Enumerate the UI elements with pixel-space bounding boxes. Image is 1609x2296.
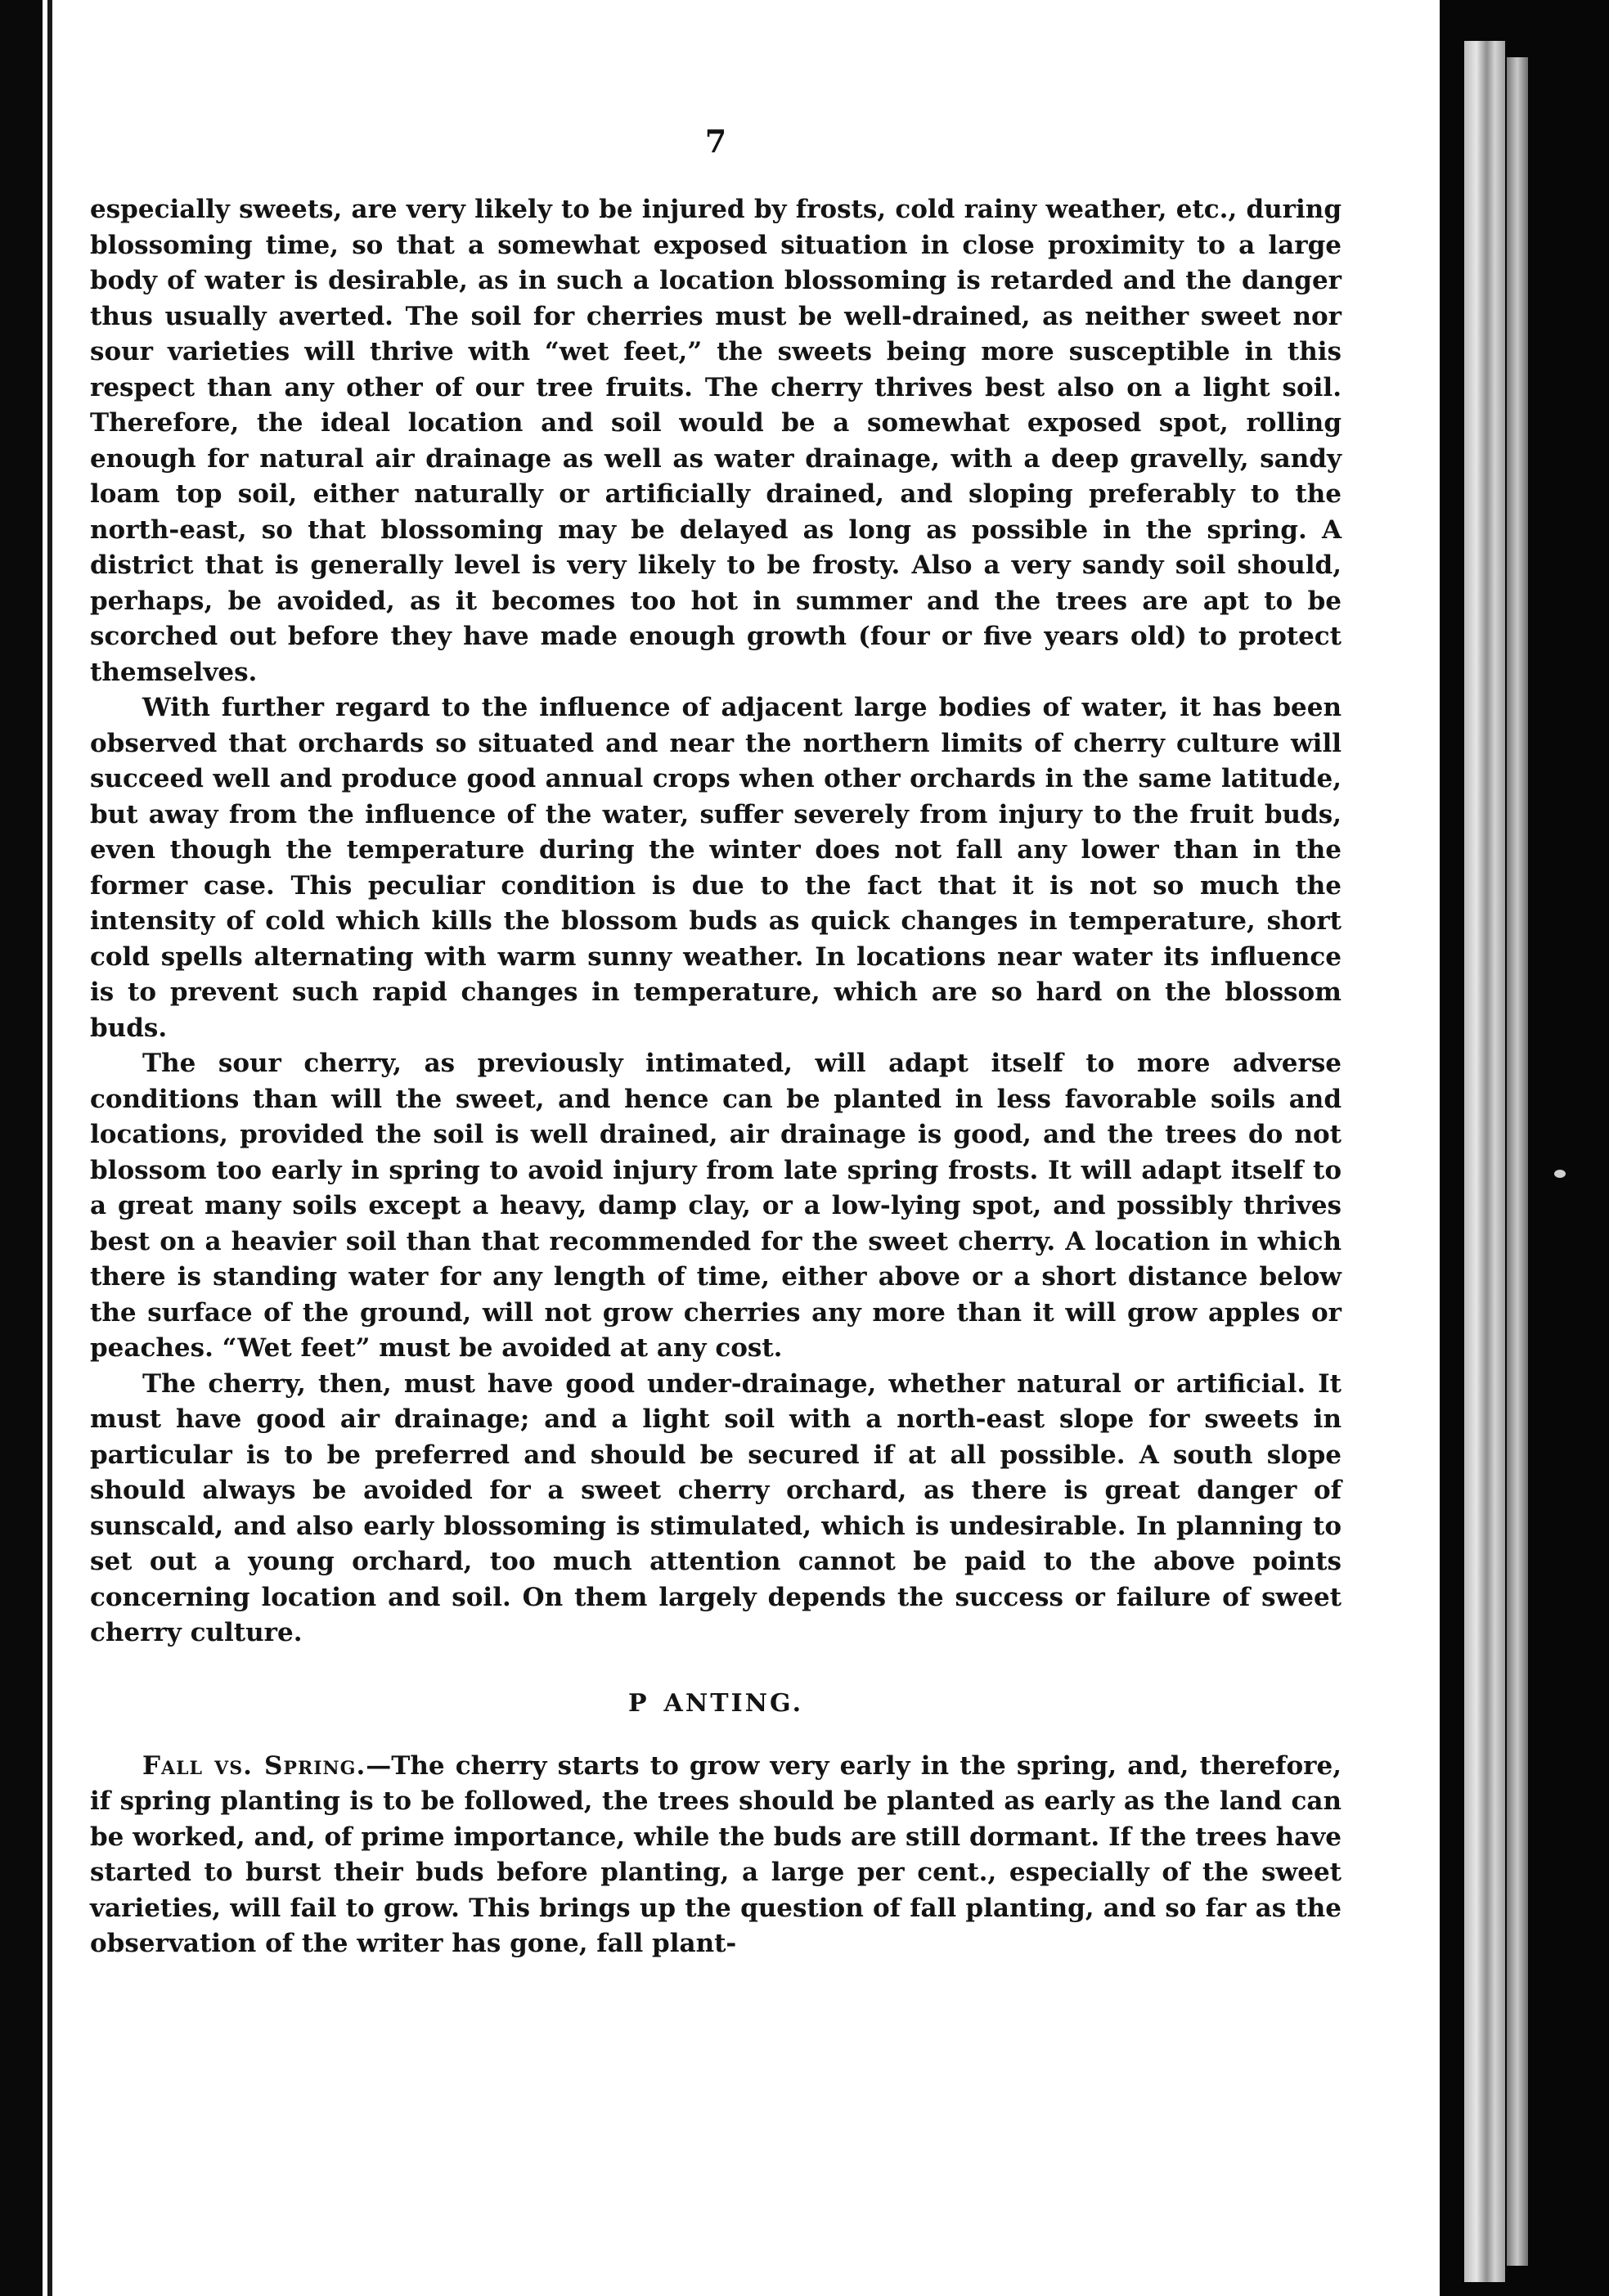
subsection-label: Fall vs. Spring. xyxy=(142,1750,366,1781)
book-page xyxy=(90,98,1342,1962)
paragraph-1: especially sweets, are very likely to be injured by frosts, cold rainy weather, etc., during blossoming time, so that a somewhat exposed situation in close proximity to a large body of water is desirable, as in such a location blossoming is retarded and the danger thus usually averted. The soil for cherries must be well-drained, as neither sweet nor sour varieties will thrive with “wet feet,” the sweets being more susceptible in this respect than any other of our tree fruits. The cherry thrives best also on a light soil. Therefore, the ideal location and soil would be a somewhat exposed spot, rolling enough for natural air drainage as well as water drainage, with a deep gravelly, sandy loam top soil, either naturally or artificially drained, and sloping preferably to the north-east, so that blossoming may be delayed as long as possible in the spring. A district that is generally level is very likely to be frosty. Also a very sandy soil should, perhaps, be avoided, as it becomes too hot in summer and the trees are apt to be scorched out before they have made enough growth (four or five years old) to protect themselves. xyxy=(90,195,1342,687)
subsection-text: —The cherry starts to grow very early in the spring, and, therefore, if spring planting is to be followed, the trees should be planted as early as the land can be worked, and, of prime importance, while the buds are still dormant. If the trees have started to burst their buds before planting, a large per cent., especially of the sweet varieties, will fail to grow. This brings up the question of fall planting, and so far as the observation of the writer has gone, fall plant- xyxy=(90,1750,1342,1958)
section-heading-planting: P ANTING. xyxy=(627,1688,804,1718)
paragraph-3: The sour cherry, as previously intimated, will adapt itself to more adverse conditions than will the sweet, and hence can be planted in less favorable soils and locations, provided the soil is well drained, air drainage is good, and the trees do not blossom too early in spring to avoid injury from late spring frosts. It will adapt itself to a great many soils except a heavy, damp clay, or a low-lying spot, and possibly thrives best on a heavier soil than that recommended for the sweet cherry. A location in which there is standing water for any length of time, either above or a short distance below the surface of the ground, will not grow cherries any more than it will grow apples or peaches. “Wet feet” must be avoided at any cost. xyxy=(90,1049,1342,1363)
paragraph-fall-vs-spring xyxy=(90,1749,1342,1962)
page-stack-edge xyxy=(1464,41,1505,2282)
scan-top-margin xyxy=(0,0,1609,15)
paragraph-2: With further regard to the influence of adjacent large bodies of water, it has been observed that orchards so situated and near the northern limits of cherry culture will succeed well and produce good annual crops when other orchards in the same latitude, but away from the influence of the water, suffer severely from injury to the fruit buds, even though the temperature during the winter does not fall any lower than in the former case. This peculiar condition is due to the fact that it is not so much the intensity of cold which kills the blossom buds as quick changes in temperature, short cold spells alternating with warm sunny weather. In locations near water its influence is to prevent such rapid changes in temperature, which are so hard on the blossom buds. xyxy=(90,693,1342,1043)
scan-left-edge xyxy=(0,0,43,2296)
page-number: 7 xyxy=(704,123,727,160)
scan-left-edge-line xyxy=(47,0,52,2296)
scan-speck xyxy=(1554,1170,1566,1178)
paragraph-4: The cherry, then, must have good under-drainage, whether natural or artificial. It must have good air drainage; and a light soil with a north-east slope for sweets in particular is to be preferred and should be secured if at all possible. A south slope should always be avoided for a sweet cherry orchard, as there is great danger of sunscald, and also early blossoming is stimulated, which is undesirable. In planning to set out a young orchard, too much attention cannot be paid to the above points concerning location and soil. On them largely depends the success or failure of sweet cherry culture. xyxy=(90,1368,1342,1647)
page-stack-edge-inner xyxy=(1507,57,1528,2266)
